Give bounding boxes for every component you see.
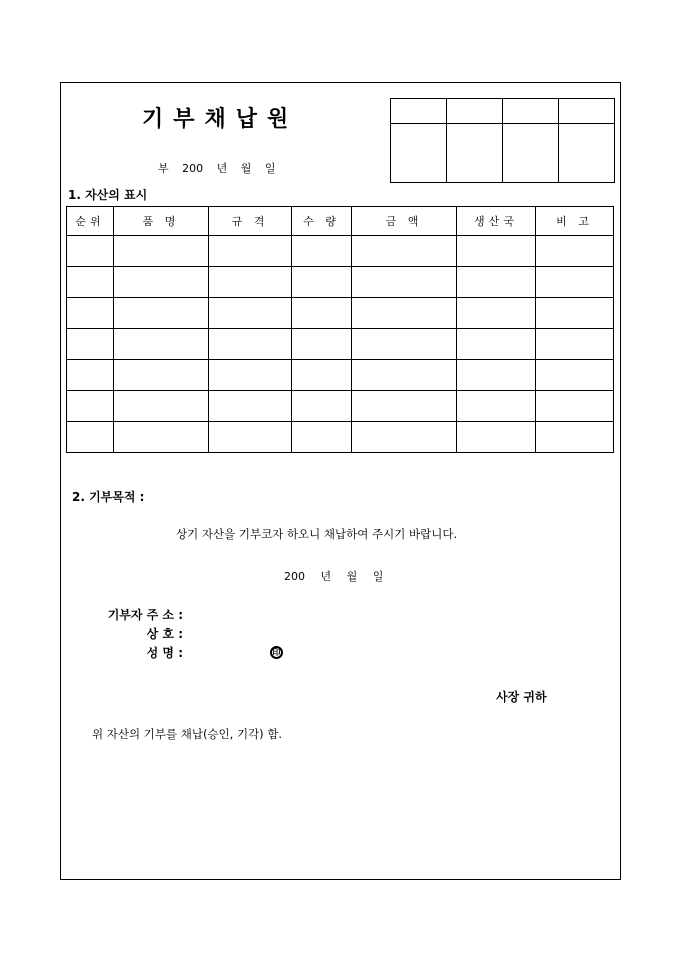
- form-title: 기부채납원: [142, 106, 299, 132]
- col-header-qty: 수 량: [292, 207, 352, 236]
- table-cell[interactable]: [114, 360, 209, 391]
- table-cell[interactable]: [114, 236, 209, 267]
- table-cell[interactable]: [352, 391, 457, 422]
- approval-header-cell: [391, 99, 447, 124]
- decision-statement: 위 자산의 기부를 채납(승인, 기각) 함.: [92, 727, 283, 741]
- table-cell[interactable]: [209, 298, 292, 329]
- recipient-line: 사장 귀하: [496, 690, 547, 704]
- table-row: [67, 422, 614, 453]
- table-cell[interactable]: [67, 422, 114, 453]
- donor-name-label: 성 명 :: [146, 646, 183, 660]
- col-header-item: 품 명: [114, 207, 209, 236]
- col-header-amount: 금 액: [352, 207, 457, 236]
- table-row: [67, 236, 614, 267]
- table-cell[interactable]: [209, 236, 292, 267]
- table-row: [67, 267, 614, 298]
- approval-sign-cell[interactable]: [559, 124, 615, 183]
- table-cell[interactable]: [209, 391, 292, 422]
- col-header-rank: 순위: [67, 207, 114, 236]
- approval-box: [390, 98, 615, 183]
- table-cell[interactable]: [292, 267, 352, 298]
- table-cell[interactable]: [457, 298, 536, 329]
- table-cell[interactable]: [114, 267, 209, 298]
- col-header-note: 비 고: [536, 207, 614, 236]
- seal-icon: 印: [270, 646, 283, 659]
- table-cell[interactable]: [536, 329, 614, 360]
- table-cell[interactable]: [352, 298, 457, 329]
- donor-company-label: 상 호 :: [146, 627, 183, 641]
- donor-address-label: 기부자 주 소 :: [107, 608, 183, 622]
- table-cell[interactable]: [67, 391, 114, 422]
- table-cell[interactable]: [352, 360, 457, 391]
- approval-sign-cell[interactable]: [391, 124, 447, 183]
- table-cell[interactable]: [457, 422, 536, 453]
- table-cell[interactable]: [209, 267, 292, 298]
- table-cell[interactable]: [457, 267, 536, 298]
- table-cell[interactable]: [352, 267, 457, 298]
- table-cell[interactable]: [209, 422, 292, 453]
- table-cell[interactable]: [67, 329, 114, 360]
- table-cell[interactable]: [457, 360, 536, 391]
- table-cell[interactable]: [67, 298, 114, 329]
- section-purpose-heading: 2. 기부목적 :: [72, 490, 145, 504]
- col-header-origin: 생산국: [457, 207, 536, 236]
- table-cell[interactable]: [457, 391, 536, 422]
- table-row: [67, 391, 614, 422]
- asset-table-header: [67, 207, 614, 236]
- table-cell[interactable]: [536, 298, 614, 329]
- table-cell[interactable]: [352, 329, 457, 360]
- approval-sign-cell[interactable]: [503, 124, 559, 183]
- donor-info: [88, 606, 183, 663]
- table-cell[interactable]: [67, 267, 114, 298]
- approval-header-cell: [559, 99, 615, 124]
- table-row: [67, 360, 614, 391]
- approval-header-cell: [503, 99, 559, 124]
- table-cell[interactable]: [209, 360, 292, 391]
- table-cell[interactable]: [114, 391, 209, 422]
- table-cell[interactable]: [114, 422, 209, 453]
- application-date: 200 년 월 일: [284, 570, 384, 583]
- table-cell[interactable]: [292, 422, 352, 453]
- table-cell[interactable]: [352, 422, 457, 453]
- table-cell[interactable]: [457, 236, 536, 267]
- table-cell[interactable]: [536, 236, 614, 267]
- approval-sign-cell[interactable]: [447, 124, 503, 183]
- table-row: [67, 329, 614, 360]
- table-cell[interactable]: [114, 298, 209, 329]
- table-cell[interactable]: [536, 422, 614, 453]
- document-date: 부 200 년 월 일: [158, 162, 276, 175]
- section-asset-heading: 1. 자산의 표시: [68, 188, 148, 202]
- table-cell[interactable]: [292, 360, 352, 391]
- table-cell[interactable]: [292, 236, 352, 267]
- table-cell[interactable]: [67, 360, 114, 391]
- asset-table: [66, 206, 614, 453]
- approval-header-cell: [447, 99, 503, 124]
- table-cell[interactable]: [209, 329, 292, 360]
- table-cell[interactable]: [114, 329, 209, 360]
- table-cell[interactable]: [67, 236, 114, 267]
- request-statement: 상기 자산을 기부코자 하오니 채납하여 주시기 바랍니다.: [176, 527, 458, 541]
- table-cell[interactable]: [457, 329, 536, 360]
- table-cell[interactable]: [352, 236, 457, 267]
- table-cell[interactable]: [536, 391, 614, 422]
- table-cell[interactable]: [536, 267, 614, 298]
- col-header-spec: 규 격: [209, 207, 292, 236]
- table-row: [67, 298, 614, 329]
- table-cell[interactable]: [292, 329, 352, 360]
- table-cell[interactable]: [292, 391, 352, 422]
- table-cell[interactable]: [292, 298, 352, 329]
- table-cell[interactable]: [536, 360, 614, 391]
